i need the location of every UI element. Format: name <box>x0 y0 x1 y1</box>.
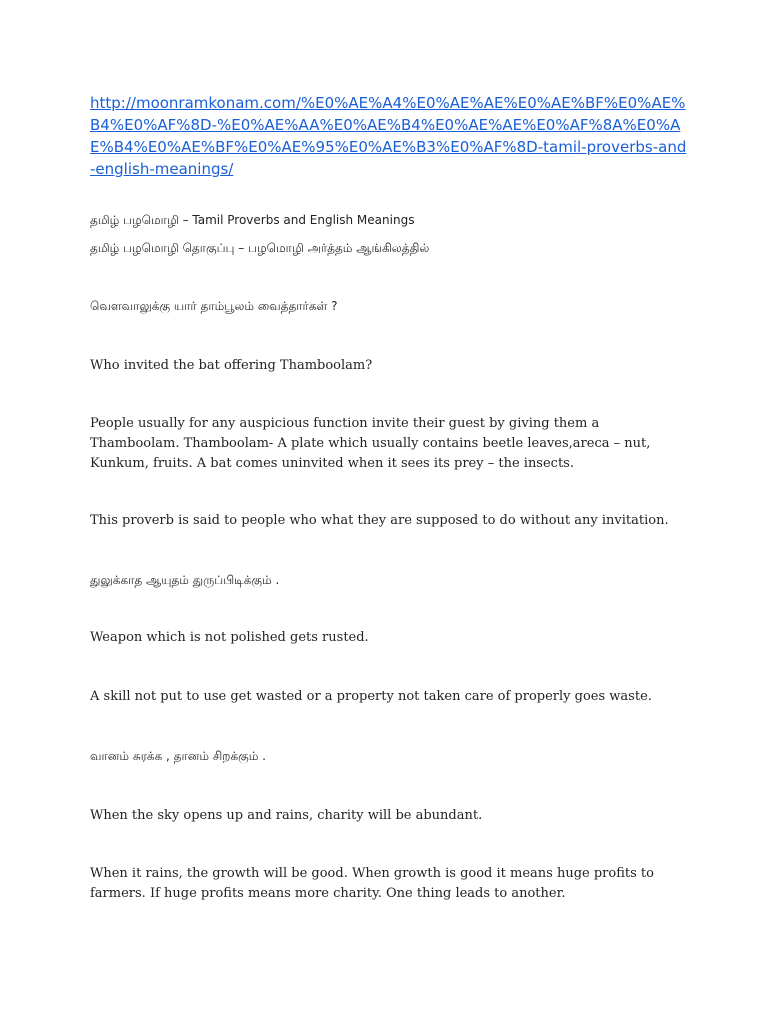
proverb-1-explanation: People usually for any auspicious function invite their guest by giving them a Thamboolam. Thamboolam- A plate which usually contains beetle leaves,areca – nut, Kunkum, fruits. A bat comes uninvited when it sees its prey – the insects. <box>90 416 651 471</box>
proverb-3-tamil: வானம் சுரக்க , தானம் சிறக்கும் . <box>90 749 266 763</box>
proverb-1-translation: Who invited the bat offering Thamboolam? <box>90 358 373 373</box>
heading-line-1: தமிழ் பழமொழி – Tamil Proverbs and English Meanings <box>90 213 415 227</box>
source-link[interactable]: http://moonramkonam.com/%E0%AE%A4%E0%AE%AE%E0%AE%BF%E0%AE%B4%E0%AF%8D-%E0%AE%AA%E0%AE%B4%E0%AE%AE%E0%AF%8A%E0%AE%B4%E0%AE%BF%E0%AE%95%E0%AE%B3%E0%AF%8D-tamil-proverbs-and-english-meanings/ <box>90 94 687 178</box>
proverb-2-explanation: A skill not put to use get wasted or a property not taken care of properly goes waste. <box>90 689 652 704</box>
proverb-1-usage: This proverb is said to people who what they are supposed to do without any invitation. <box>90 513 669 528</box>
heading-line-2: தமிழ் பழமொழி தொகுப்பு – பழமொழி அர்த்தம் ஆங்கிலத்தில் <box>90 241 430 255</box>
proverb-1-tamil: வௌவாலுக்கு யார் தாம்பூலம் வைத்தார்கள் ? <box>90 299 338 313</box>
proverb-2-translation: Weapon which is not polished gets rusted. <box>90 630 369 645</box>
proverb-2-tamil: துலுக்காத ஆயுதம் துருப்பிடிக்கும் . <box>90 573 280 587</box>
proverb-3-explanation: When it rains, the growth will be good. When growth is good it means huge profits to farmers. If huge profits means more charity. One thing leads to another. <box>90 866 654 901</box>
proverb-3-translation: When the sky opens up and rains, charity will be abundant. <box>90 808 483 823</box>
